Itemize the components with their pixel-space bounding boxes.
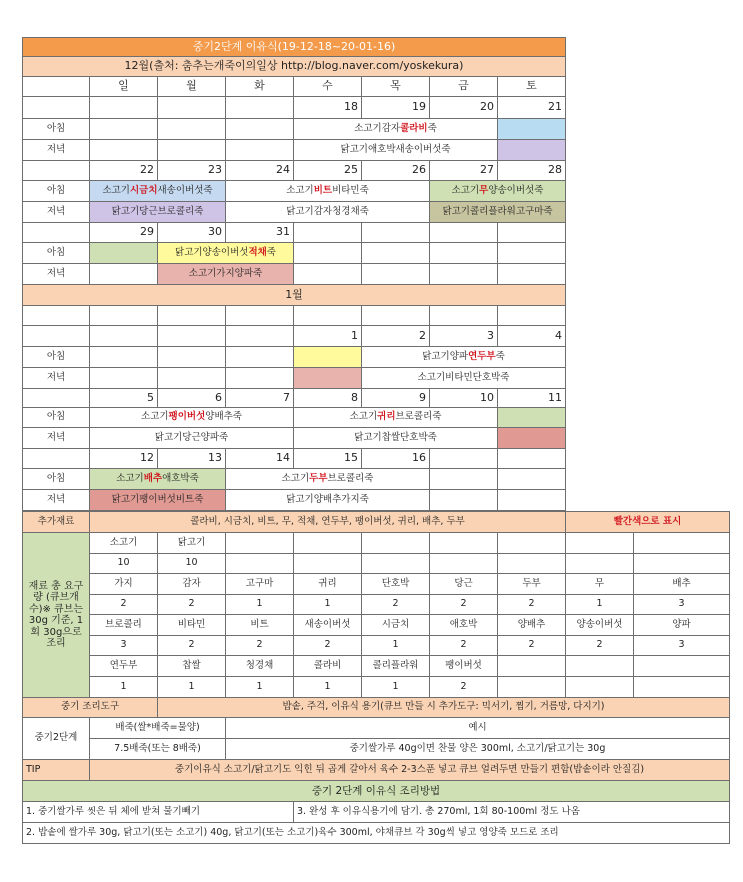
material-count: 1	[158, 677, 226, 698]
meal-cell-empty	[430, 243, 498, 264]
material-name	[566, 656, 634, 677]
meal-cell-empty	[498, 243, 566, 264]
meal-cell	[158, 243, 294, 264]
meal-cell-empty	[226, 347, 294, 368]
meal-cell-empty	[90, 119, 158, 140]
meal-cell: 닭고기감자청경채죽	[226, 202, 430, 223]
date-cell: 5	[90, 389, 158, 408]
tools-label: 중기 조리도구	[22, 698, 158, 718]
material-count	[634, 554, 730, 574]
meal-cell-empty	[226, 119, 294, 140]
material-name	[634, 533, 730, 554]
material-name: 청경채	[226, 656, 294, 677]
meal-cell-highlight	[294, 368, 362, 389]
material-name: 단호박	[362, 574, 430, 595]
date-cell: 31	[226, 223, 294, 243]
meal-cell	[90, 408, 294, 428]
evening-label: 저녁	[22, 368, 90, 389]
meal-cell-empty	[294, 243, 362, 264]
date-cell: 13	[158, 449, 226, 469]
meal-text: 브로콜리죽	[327, 472, 374, 484]
date-cell: 14	[226, 449, 294, 469]
method-title: 중기 2단계 이유식 조리방법	[22, 781, 730, 802]
meal-cell-highlight	[294, 347, 362, 368]
meal-cell: 닭고기팽이버섯비트죽	[90, 490, 226, 511]
material-count: 2	[158, 636, 226, 656]
meal-cell	[226, 181, 430, 202]
new-ingredient-text: 연두부	[468, 350, 496, 362]
date-cell: 20	[430, 97, 498, 119]
meal-cell: 닭고기찹쌀단호박죽	[294, 428, 498, 449]
meal-cell	[226, 469, 430, 490]
meal-text: 죽	[266, 246, 276, 258]
material-count	[294, 554, 362, 574]
date-label-blank	[22, 389, 90, 408]
date-cell-empty	[362, 223, 430, 243]
date-cell: 3	[430, 326, 498, 347]
material-name: 당근	[430, 574, 498, 595]
material-count	[566, 677, 634, 698]
material-name: 비타민	[158, 615, 226, 636]
evening-label: 저녁	[22, 140, 90, 161]
new-ingredient-text: 팽이버섯	[168, 411, 206, 423]
meal-text: 소고기감자	[354, 122, 401, 134]
date-cell: 11	[498, 389, 566, 408]
meal-cell-empty	[226, 140, 294, 161]
material-count	[498, 554, 566, 574]
meal-text: 비타민죽	[332, 184, 369, 196]
meal-cell: 닭고기양배추가지죽	[226, 490, 430, 511]
meal-text: 양송이버섯죽	[488, 184, 544, 196]
meal-text: 소고기	[281, 472, 310, 484]
material-name	[430, 533, 498, 554]
ratio-label: 배죽(쌀*배죽=물양)	[90, 718, 226, 739]
meal-cell-empty	[362, 243, 430, 264]
meal-cell-empty	[430, 469, 498, 490]
morning-label: 아침	[22, 119, 90, 140]
meal-text: 닭고기양파	[422, 350, 469, 362]
meal-cell: 닭고기애호박새송이버섯죽	[294, 140, 498, 161]
meal-cell	[362, 347, 566, 368]
meal-cell: 소고기비타민단호박죽	[362, 368, 566, 389]
january-header: 1월	[22, 285, 566, 306]
morning-label: 아침	[22, 408, 90, 428]
material-name: 무	[566, 574, 634, 595]
meal-text: 양배추죽	[205, 411, 242, 423]
meal-cell: 닭고기콜리플라워고구마죽	[430, 202, 566, 223]
date-cell: 8	[294, 389, 362, 408]
date-label-blank	[22, 449, 90, 469]
material-count	[498, 677, 566, 698]
material-count: 1	[294, 677, 362, 698]
material-name	[294, 533, 362, 554]
meal-text: 소고기	[141, 411, 169, 423]
meal-cell-highlight	[90, 243, 158, 264]
meal-cell	[294, 119, 498, 140]
date-cell-empty	[430, 223, 498, 243]
new-ingredient-text: 비트	[313, 184, 333, 196]
meal-cell	[294, 408, 498, 428]
material-count: 3	[634, 595, 730, 615]
material-name: 가지	[90, 574, 158, 595]
date-cell: 25	[294, 161, 362, 181]
tip-text: 중기이유식 소고기/닭고기도 익힌 뒤 곱게 갈아서 육수 2-3스푼 넣고 큐브 얼려두면 만들기 편함(밥솥이라 안질김)	[90, 760, 730, 781]
weekday-mon: 월	[158, 77, 226, 97]
tools-text: 밥솥, 주걱, 이유식 용기(큐브 만들 시 추가도구: 믹서기, 찜기, 거름망, 다지기)	[158, 698, 730, 718]
example-label: 예시	[226, 718, 730, 739]
meal-cell-highlight	[498, 140, 566, 161]
weekday-thu: 목	[362, 77, 430, 97]
sheet-title: 중기2단계 이유식(19-12-18~20-01-16)	[22, 37, 566, 57]
material-name	[226, 533, 294, 554]
date-cell-empty	[430, 449, 498, 469]
blank-cell	[226, 306, 294, 326]
material-name: 팽이버섯	[430, 656, 498, 677]
meal-cell-empty	[498, 264, 566, 285]
blank-cell	[362, 306, 430, 326]
material-count: 2	[498, 636, 566, 656]
meal-cell-empty	[430, 264, 498, 285]
extra-note: 빨간색으로 표시	[566, 511, 730, 533]
meal-text: 브로콜리죽	[395, 411, 442, 423]
date-cell: 26	[362, 161, 430, 181]
example-value: 중기쌀가루 40g이면 찬물 양은 300ml, 소고기/닭고기는 30g	[226, 739, 730, 760]
material-count: 1	[90, 677, 158, 698]
new-ingredient-text: 배추	[143, 472, 163, 484]
blank-cell	[430, 306, 498, 326]
morning-label: 아침	[22, 181, 90, 202]
meal-cell-empty	[294, 264, 362, 285]
material-count	[634, 677, 730, 698]
meal-cell-empty	[158, 368, 226, 389]
meal-text: 죽	[495, 350, 505, 362]
material-name: 콜라비	[294, 656, 362, 677]
meal-cell-empty	[158, 347, 226, 368]
material-count: 2	[294, 636, 362, 656]
material-count	[226, 554, 294, 574]
material-name: 양송이버섯	[566, 615, 634, 636]
date-cell: 30	[158, 223, 226, 243]
date-cell-empty	[498, 449, 566, 469]
meal-cell-empty	[158, 119, 226, 140]
material-count: 3	[634, 636, 730, 656]
material-count: 2	[158, 595, 226, 615]
date-cell	[90, 97, 158, 119]
blank-cell	[22, 306, 90, 326]
date-cell: 27	[430, 161, 498, 181]
material-count: 2	[430, 636, 498, 656]
date-cell: 4	[498, 326, 566, 347]
weekday-wed: 수	[294, 77, 362, 97]
material-count: 2	[90, 595, 158, 615]
material-count: 3	[90, 636, 158, 656]
date-cell: 29	[90, 223, 158, 243]
meal-cell: 소고기가지양파죽	[158, 264, 294, 285]
date-cell: 7	[226, 389, 294, 408]
blank-cell	[158, 306, 226, 326]
meal-text: 소고기	[286, 184, 314, 196]
weekday-sat: 토	[498, 77, 566, 97]
material-count	[566, 554, 634, 574]
material-name: 비트	[226, 615, 294, 636]
meal-text: 소고기	[451, 184, 480, 196]
new-ingredient-text: 귀리	[377, 411, 396, 423]
material-name	[498, 656, 566, 677]
blank-cell	[498, 306, 566, 326]
meal-cell	[90, 181, 226, 202]
date-cell: 12	[90, 449, 158, 469]
meal-cell: 닭고기당근양파죽	[90, 428, 294, 449]
date-cell: 6	[158, 389, 226, 408]
weekday-fri: 금	[430, 77, 498, 97]
material-name	[498, 533, 566, 554]
date-cell: 2	[362, 326, 430, 347]
evening-label: 저녁	[22, 490, 90, 511]
method-step-3: 3. 완성 후 이유식용기에 담기. 총 270ml, 1회 80-100ml 정도 나옴	[294, 802, 730, 823]
material-name	[566, 533, 634, 554]
date-cell: 21	[498, 97, 566, 119]
material-count: 2	[498, 595, 566, 615]
morning-label: 아침	[22, 347, 90, 368]
material-name	[362, 533, 430, 554]
weekday-header-blank	[22, 77, 90, 97]
material-count: 1	[362, 677, 430, 698]
date-cell	[158, 326, 226, 347]
sheet-subtitle: 12월(출처: 춤추는개죽이의일상 http://blog.naver.com/yoskekura)	[22, 57, 566, 77]
material-name: 양파	[634, 615, 730, 636]
material-count: 2	[566, 636, 634, 656]
meal-text: 닭고기양송이버섯	[175, 246, 249, 258]
meal-cell-empty	[430, 490, 498, 511]
meal-cell: 닭고기당근브로콜리죽	[90, 202, 226, 223]
ratio-value: 7.5배죽(또는 8배죽)	[90, 739, 226, 760]
material-name: 고구마	[226, 574, 294, 595]
material-name: 애호박	[430, 615, 498, 636]
date-cell: 16	[362, 449, 430, 469]
date-label-blank	[22, 223, 90, 243]
new-ingredient-text: 두부	[309, 472, 328, 484]
meal-cell-empty	[498, 469, 566, 490]
date-cell: 9	[362, 389, 430, 408]
meal-cell-empty	[498, 490, 566, 511]
material-count: 1	[226, 595, 294, 615]
meal-cell	[90, 469, 226, 490]
material-count: 10	[158, 554, 226, 574]
evening-label: 저녁	[22, 202, 90, 223]
material-count: 1	[294, 595, 362, 615]
meal-text: 새송이버섯죽	[157, 184, 213, 196]
material-count: 2	[226, 636, 294, 656]
material-count: 2	[430, 595, 498, 615]
material-count: 10	[90, 554, 158, 574]
date-cell: 24	[226, 161, 294, 181]
material-name: 귀리	[294, 574, 362, 595]
new-ingredient-text: 적채	[248, 246, 267, 258]
material-name: 닭고기	[158, 533, 226, 554]
new-ingredient-text: 무	[479, 184, 489, 196]
material-count: 2	[362, 595, 430, 615]
material-count: 2	[430, 677, 498, 698]
date-cell: 19	[362, 97, 430, 119]
evening-label: 저녁	[22, 264, 90, 285]
date-cell-empty	[294, 223, 362, 243]
meal-text: 죽	[427, 122, 437, 134]
meal-text: 소고기	[102, 184, 130, 196]
weekday-sun: 일	[90, 77, 158, 97]
material-name: 두부	[498, 574, 566, 595]
meal-cell-highlight	[498, 428, 566, 449]
meal-cell-highlight	[498, 119, 566, 140]
meal-text: 애호박죽	[162, 472, 199, 484]
morning-label: 아침	[22, 243, 90, 264]
date-label-blank	[22, 161, 90, 181]
material-name	[634, 656, 730, 677]
date-cell	[226, 326, 294, 347]
date-cell	[158, 97, 226, 119]
date-cell	[90, 326, 158, 347]
material-count: 1	[566, 595, 634, 615]
material-name: 브로콜리	[90, 615, 158, 636]
blank-cell	[90, 306, 158, 326]
new-ingredient-text: 시금치	[129, 184, 158, 196]
meal-cell-empty	[90, 264, 158, 285]
weekday-tue: 화	[226, 77, 294, 97]
date-cell: 22	[90, 161, 158, 181]
evening-label: 저녁	[22, 428, 90, 449]
date-label-blank	[22, 326, 90, 347]
material-name: 콜리플라워	[362, 656, 430, 677]
material-name: 배추	[634, 574, 730, 595]
date-cell: 23	[158, 161, 226, 181]
date-cell: 1	[294, 326, 362, 347]
date-cell: 28	[498, 161, 566, 181]
material-count: 1	[362, 636, 430, 656]
meal-cell-empty	[226, 368, 294, 389]
method-step-2: 2. 밥솥에 쌀가루 30g, 닭고기(또는 소고기) 40g, 닭고기(또는 소고기)육수 300ml, 야채큐브 각 30g씩 넣고 영양죽 모드로 조리	[22, 823, 730, 844]
date-cell: 10	[430, 389, 498, 408]
method-step-1: 1. 중기쌀가루 씻은 뒤 체에 받쳐 물기빼기	[22, 802, 294, 823]
meal-text: 소고기	[116, 472, 144, 484]
tip-label: TIP	[22, 760, 90, 781]
material-name: 양배추	[498, 615, 566, 636]
materials-label: 재료 총 요구량 (큐브개수)※ 큐브는 30g 기준, 1회 30g으로 조리	[22, 533, 90, 698]
material-count: 1	[226, 677, 294, 698]
meal-cell-empty	[90, 347, 158, 368]
meal-cell-empty	[90, 368, 158, 389]
meal-cell-empty	[90, 140, 158, 161]
material-name: 감자	[158, 574, 226, 595]
material-name: 연두부	[90, 656, 158, 677]
extra-label: 추가재료	[22, 511, 90, 533]
meal-text: 소고기	[349, 411, 378, 423]
date-cell: 15	[294, 449, 362, 469]
date-cell-empty	[498, 223, 566, 243]
stage-label: 중기2단계	[22, 718, 90, 760]
material-name: 소고기	[90, 533, 158, 554]
material-count	[430, 554, 498, 574]
meal-cell-empty	[362, 264, 430, 285]
date-cell: 18	[294, 97, 362, 119]
blank-cell	[294, 306, 362, 326]
material-count	[362, 554, 430, 574]
meal-cell-empty	[158, 140, 226, 161]
material-name: 새송이버섯	[294, 615, 362, 636]
meal-cell	[430, 181, 566, 202]
material-name: 찹쌀	[158, 656, 226, 677]
new-ingredient-text: 콜라비	[400, 122, 428, 134]
morning-label: 아침	[22, 469, 90, 490]
date-cell	[226, 97, 294, 119]
extra-items: 콜라비, 시금치, 비트, 무, 적채, 연두부, 팽이버섯, 귀리, 배추, 두부	[90, 511, 566, 533]
meal-cell-highlight	[498, 408, 566, 428]
date-label-blank	[22, 97, 90, 119]
material-name: 시금치	[362, 615, 430, 636]
